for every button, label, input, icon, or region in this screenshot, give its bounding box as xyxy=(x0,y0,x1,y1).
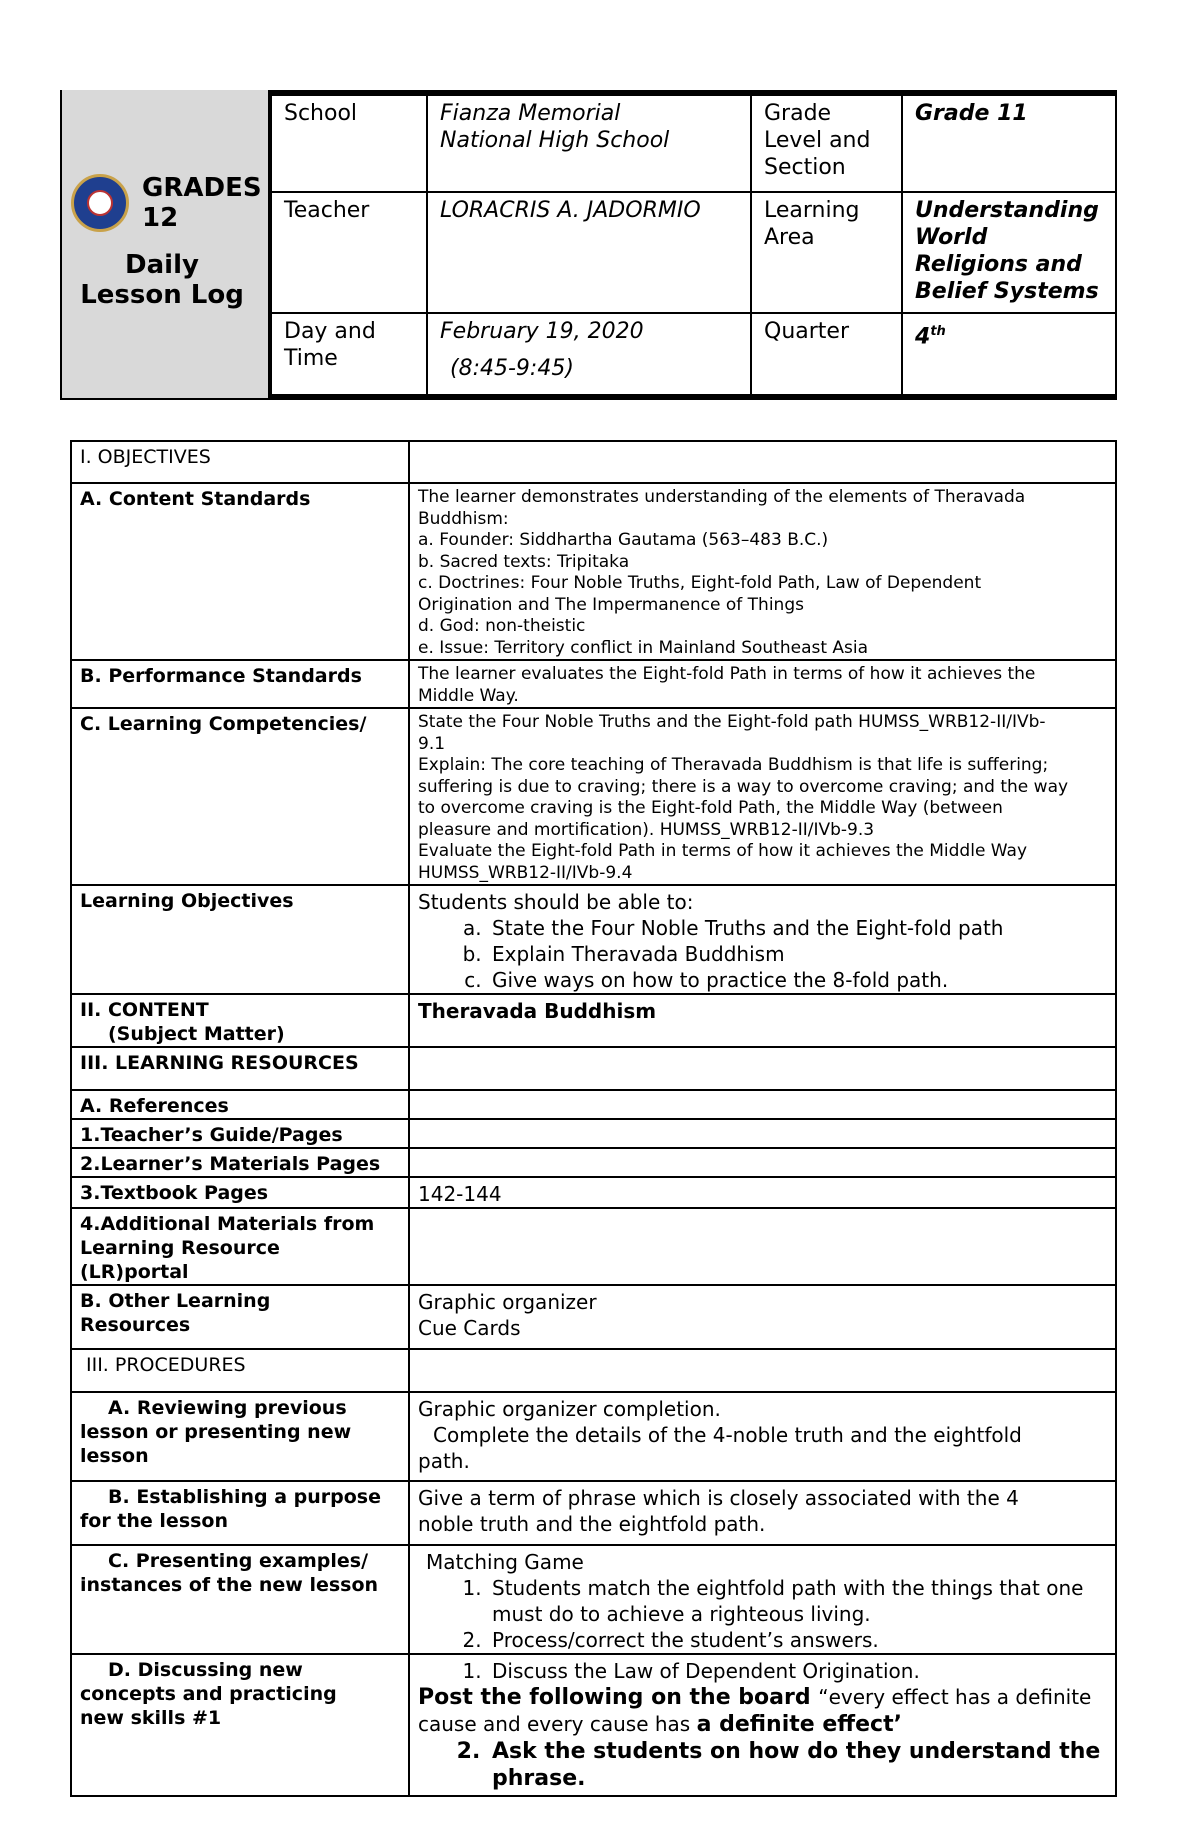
proc-c-label: C. Presenting examples/ instances of the new lesson xyxy=(71,1545,409,1654)
list-item: c. Give ways on how to practice the 8-fold path. xyxy=(488,967,1107,993)
table-row xyxy=(71,994,1116,1047)
school-label: School xyxy=(284,101,358,126)
learners-materials-value xyxy=(409,1148,1116,1177)
table-row xyxy=(71,1148,1116,1177)
list-item: b. Explain Theravada Buddhism xyxy=(488,941,1107,967)
day-time-label: Day and Time xyxy=(284,319,376,371)
performance-standards-label: B. Performance Standards xyxy=(71,660,409,708)
proc-d-list-2 xyxy=(418,1738,1107,1792)
list-item: 2. Process/correct the student’s answers. xyxy=(488,1627,1107,1653)
header-title-block xyxy=(60,90,270,400)
teachers-guide-value xyxy=(409,1119,1116,1148)
content-standards-value: The learner demonstrates understanding of the elements of Theravada Buddhism: a. Founder: Siddhartha Gautama (563–483 B.C.) b. Sacred texts: Tripitaka c. Doctrines: Four Noble Truths, Eight-fold Path, Law of Dependent Origination and The Impermanence of Things d. God: non-theistic e. Issue: Territory conflict in Mainland Southeast Asia xyxy=(409,483,1116,660)
content-label: II. CONTENT (Subject Matter) xyxy=(71,994,409,1047)
header-bottom-rule xyxy=(270,394,1117,400)
lesson-log-table xyxy=(70,440,1117,1797)
proc-c-value: Matching Game 1. Students match the eightfold path with the things that one must do to achieve a righteous living. 2. Process/correct the student’s answers. xyxy=(409,1545,1116,1654)
performance-standards-value: The learner evaluates the Eight-fold Path in terms of how it achieves the Middle Way. xyxy=(409,660,1116,708)
table-row xyxy=(71,1349,1116,1392)
deped-seal-icon xyxy=(71,174,129,232)
quarter-value: 4th xyxy=(915,324,946,350)
table-row xyxy=(71,1090,1116,1119)
learning-area-value: Understanding World Religions and Belief Systems xyxy=(915,198,1099,304)
list-item: 1. Students match the eightfold path with the things that one must do to achieve a righteous living. xyxy=(488,1575,1107,1627)
learners-materials-label: 2.Learner’s Materials Pages xyxy=(71,1148,409,1177)
proc-b-label: B. Establishing a purpose for the lesson xyxy=(71,1481,409,1545)
additional-materials-value xyxy=(409,1208,1116,1285)
table-row xyxy=(71,1654,1116,1796)
other-resources-label: B. Other Learning Resources xyxy=(71,1285,409,1349)
other-resources-value: Graphic organizer Cue Cards xyxy=(409,1285,1116,1349)
table-row xyxy=(71,1285,1116,1349)
learning-competencies-label: C. Learning Competencies/ xyxy=(71,708,409,885)
references-value xyxy=(409,1090,1116,1119)
content-standards-label: A. Content Standards xyxy=(71,483,409,660)
learning-competencies-value: State the Four Noble Truths and the Eight-fold path HUMSS_WRB12-II/IVb- 9.1 Explain: The core teaching of Theravada Buddhism is that life is suffering; suffering is due to craving; there is a way to overcome craving; and the way to overcome craving is the Eight-fold Path, the Middle Way (between pleasure and mortification). HUMSS_WRB12-II/IVb-9.3 Evaluate the Eight-fold Path in terms of how it achieves the Middle Way HUMSS_WRB12-II/IVb-9.4 xyxy=(409,708,1116,885)
table-row xyxy=(71,1208,1116,1285)
learning-resources-label: III. LEARNING RESOURCES xyxy=(71,1047,409,1090)
table-row xyxy=(71,885,1116,994)
list-item: 1. Discuss the Law of Dependent Origination. xyxy=(488,1658,1107,1684)
board-phrase: Post the following on the board “every effect has a definite cause and every cause has a definite effect’ xyxy=(418,1685,1092,1737)
references-label: A. References xyxy=(71,1090,409,1119)
content-value: Theravada Buddhism xyxy=(409,994,1116,1047)
list-item: 2. Ask the students on how do they understand the phrase. xyxy=(488,1738,1107,1792)
school-value: Fianza Memorial National High School xyxy=(440,101,670,153)
proc-a-label: A. Reviewing previous lesson or presenting new lesson xyxy=(71,1392,409,1481)
header-grades-title: GRADES 12 xyxy=(142,173,262,233)
table-row xyxy=(71,1481,1116,1545)
proc-d-label: D. Discussing new concepts and practicing new skills #1 xyxy=(71,1654,409,1796)
table-row xyxy=(71,1392,1116,1481)
proc-a-value: Graphic organizer completion. Complete the details of the 4-noble truth and the eightfold path. xyxy=(409,1392,1116,1481)
table-row xyxy=(71,1119,1116,1148)
teacher-value: LORACRIS A. JADORMIO xyxy=(440,198,701,223)
learning-objectives-list xyxy=(418,915,1107,993)
objectives-label: I. OBJECTIVES xyxy=(71,441,409,483)
grade-level-label: Grade Level and Section xyxy=(764,101,871,180)
table-row xyxy=(71,660,1116,708)
header-daily-lesson-log: Daily Lesson Log xyxy=(80,250,244,310)
table-row xyxy=(71,483,1116,660)
learning-resources-value xyxy=(409,1047,1116,1090)
teachers-guide-label: 1.Teacher’s Guide/Pages xyxy=(71,1119,409,1148)
learning-objectives-label: Learning Objectives xyxy=(71,885,409,994)
proc-d-list-1 xyxy=(418,1658,1107,1684)
table-row xyxy=(71,1047,1116,1090)
additional-materials-label: 4.Additional Materials from Learning Resource (LR)portal xyxy=(71,1208,409,1285)
header-divider xyxy=(1115,90,1117,400)
textbook-pages-label: 3.Textbook Pages xyxy=(71,1177,409,1208)
proc-d-value xyxy=(409,1654,1116,1796)
proc-b-value: Give a term of phrase which is closely associated with the 4 noble truth and the eightfold path. xyxy=(409,1481,1116,1545)
table-row xyxy=(71,708,1116,885)
textbook-pages-value: 142-144 xyxy=(409,1177,1116,1208)
table-row xyxy=(71,1545,1116,1654)
objectives-value xyxy=(409,441,1116,483)
table-row xyxy=(71,1177,1116,1208)
grade-level-value: Grade 11 xyxy=(915,101,1028,126)
table-row xyxy=(71,441,1116,483)
matching-game-list xyxy=(418,1575,1107,1653)
procedures-value xyxy=(409,1349,1116,1392)
day-time-value: February 19, 2020 (8:45-9:45) xyxy=(440,319,644,381)
learning-objectives-value: Students should be able to: a. State the Four Noble Truths and the Eight-fold path b. Explain Theravada Buddhism c. Give ways on how to practice the 8-fold path. xyxy=(409,885,1116,994)
header-table xyxy=(60,90,1117,410)
quarter-label: Quarter xyxy=(764,319,849,344)
procedures-label: III. PROCEDURES xyxy=(71,1349,409,1392)
learning-area-label: Learning Area xyxy=(764,198,860,250)
teacher-label: Teacher xyxy=(284,198,370,223)
list-item: a. State the Four Noble Truths and the Eight-fold path xyxy=(488,915,1107,941)
